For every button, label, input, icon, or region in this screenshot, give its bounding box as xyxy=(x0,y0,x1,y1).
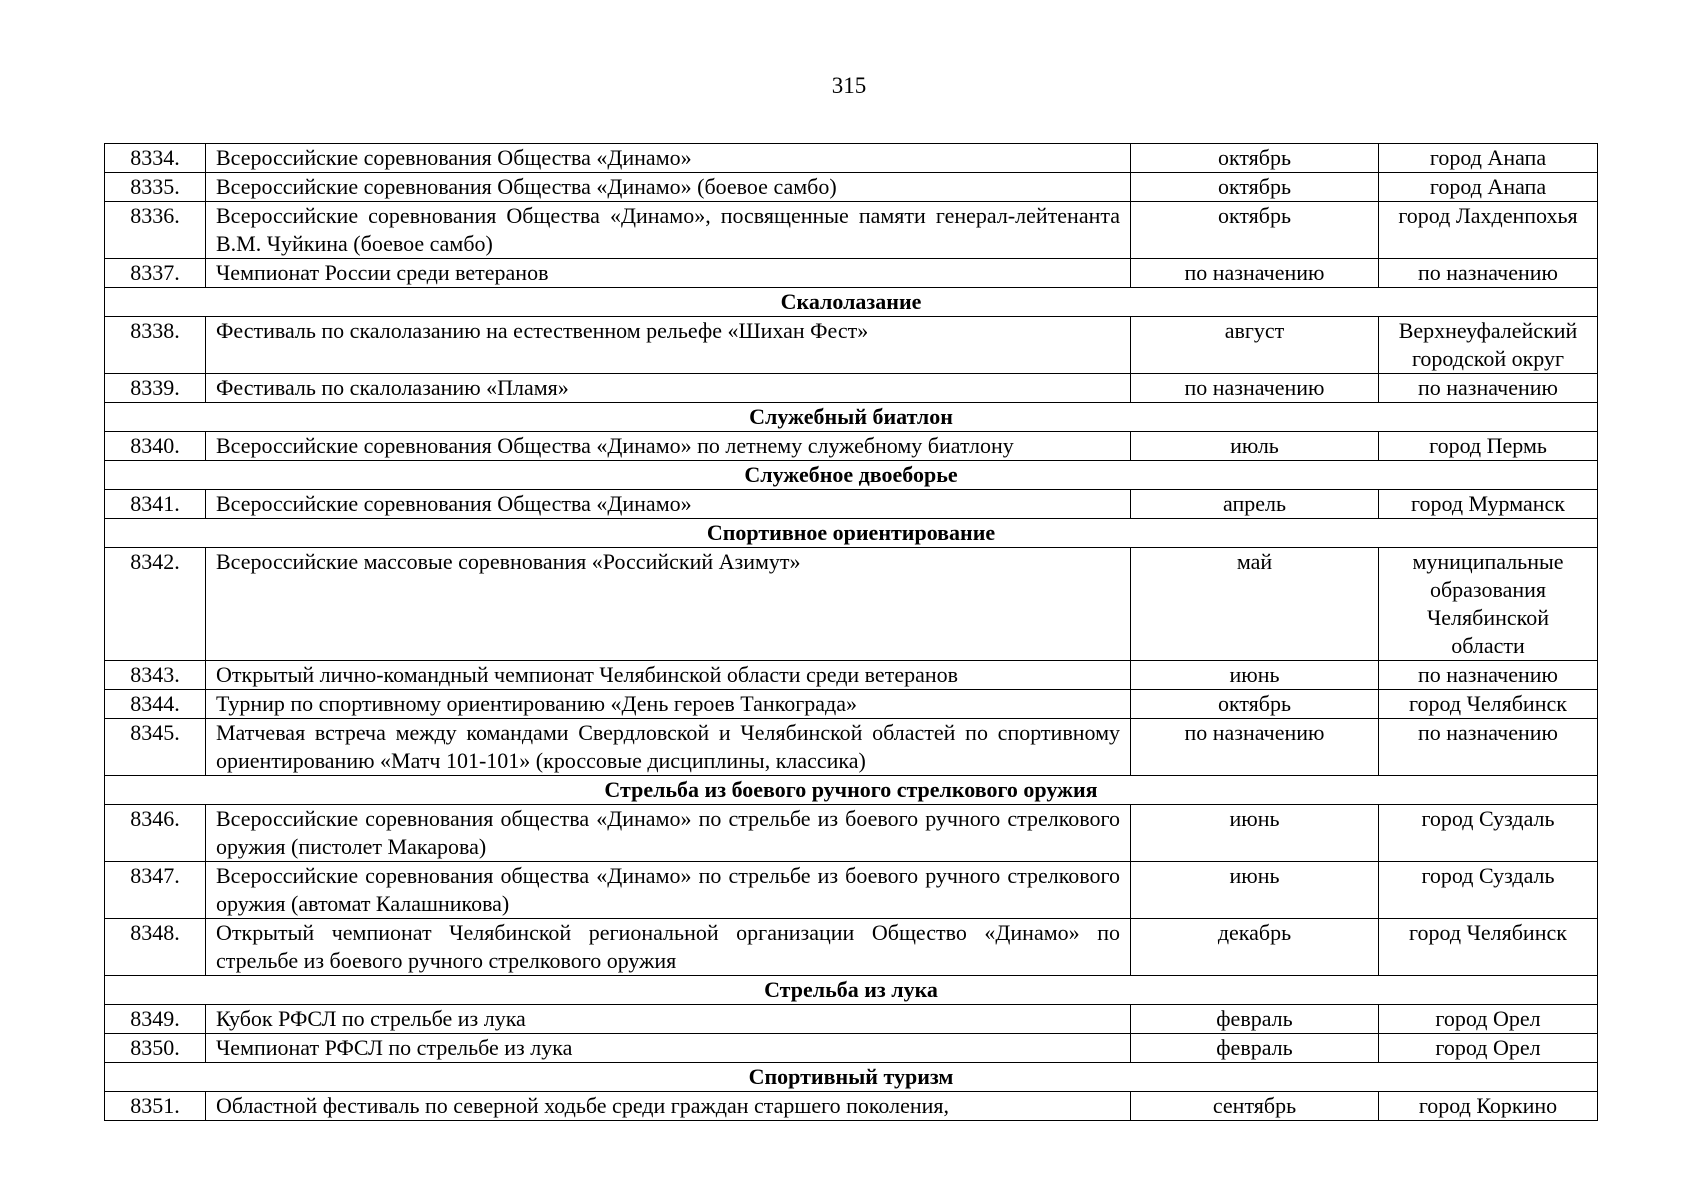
event-name: Всероссийские соревнования общества «Динамо» по стрельбе из боевого ручного стрелкового оружия (автомат Калашникова) xyxy=(206,862,1131,919)
section-title: Спортивное ориентирование xyxy=(105,519,1598,548)
event-date: июнь xyxy=(1131,661,1379,690)
event-name: Фестиваль по скалолазанию «Пламя» xyxy=(206,374,1131,403)
event-number: 8351. xyxy=(105,1092,206,1121)
event-number: 8335. xyxy=(105,173,206,202)
event-number: 8343. xyxy=(105,661,206,690)
event-date: декабрь xyxy=(1131,919,1379,976)
section-header-row xyxy=(105,288,1598,317)
event-name: Всероссийские соревнования Общества «Динамо» xyxy=(206,144,1131,173)
event-date: июль xyxy=(1131,432,1379,461)
event-place: город Коркино xyxy=(1379,1092,1598,1121)
event-row xyxy=(105,1034,1598,1063)
event-row xyxy=(105,374,1598,403)
event-number: 8340. xyxy=(105,432,206,461)
event-number: 8339. xyxy=(105,374,206,403)
event-number: 8350. xyxy=(105,1034,206,1063)
event-date: по назначению xyxy=(1131,719,1379,776)
event-place: город Орел xyxy=(1379,1034,1598,1063)
section-header-row xyxy=(105,1063,1598,1092)
event-date: по назначению xyxy=(1131,374,1379,403)
events-table xyxy=(104,143,1598,1121)
event-date: июнь xyxy=(1131,862,1379,919)
event-place: муниципальные образования Челябинской области xyxy=(1379,548,1598,661)
event-row xyxy=(105,548,1598,661)
event-row xyxy=(105,661,1598,690)
event-place: по назначению xyxy=(1379,661,1598,690)
event-row xyxy=(105,259,1598,288)
event-date: май xyxy=(1131,548,1379,661)
event-place: город Лахденпохья xyxy=(1379,202,1598,259)
section-title: Служебное двоеборье xyxy=(105,461,1598,490)
event-row xyxy=(105,862,1598,919)
event-row xyxy=(105,202,1598,259)
event-place: по назначению xyxy=(1379,259,1598,288)
event-place: Верхнеуфалейский городской округ xyxy=(1379,317,1598,374)
event-name: Всероссийские соревнования Общества «Динамо» xyxy=(206,490,1131,519)
section-header-row xyxy=(105,403,1598,432)
event-place: город Челябинск xyxy=(1379,919,1598,976)
event-name: Кубок РФСЛ по стрельбе из лука xyxy=(206,1005,1131,1034)
section-header-row xyxy=(105,776,1598,805)
event-name: Матчевая встреча между командами Свердловской и Челябинской областей по спортивному ориентированию «Матч 101-101» (кроссовые дисциплины, классика) xyxy=(206,719,1131,776)
event-number: 8341. xyxy=(105,490,206,519)
event-date: июнь xyxy=(1131,805,1379,862)
event-date: по назначению xyxy=(1131,259,1379,288)
event-name: Всероссийские соревнования общества «Динамо» по стрельбе из боевого ручного стрелкового оружия (пистолет Макарова) xyxy=(206,805,1131,862)
event-row xyxy=(105,719,1598,776)
event-place: город Мурманск xyxy=(1379,490,1598,519)
event-number: 8336. xyxy=(105,202,206,259)
event-date: октябрь xyxy=(1131,202,1379,259)
section-title: Стрельба из боевого ручного стрелкового оружия xyxy=(105,776,1598,805)
event-date: февраль xyxy=(1131,1005,1379,1034)
event-place: по назначению xyxy=(1379,719,1598,776)
event-place: по назначению xyxy=(1379,374,1598,403)
event-number: 8347. xyxy=(105,862,206,919)
event-row xyxy=(105,919,1598,976)
event-name: Всероссийские массовые соревнования «Российский Азимут» xyxy=(206,548,1131,661)
event-number: 8348. xyxy=(105,919,206,976)
event-place: город Анапа xyxy=(1379,173,1598,202)
event-date: сентябрь xyxy=(1131,1092,1379,1121)
event-date: октябрь xyxy=(1131,173,1379,202)
section-title: Спортивный туризм xyxy=(105,1063,1598,1092)
event-row xyxy=(105,805,1598,862)
event-row xyxy=(105,490,1598,519)
event-number: 8344. xyxy=(105,690,206,719)
section-title: Служебный биатлон xyxy=(105,403,1598,432)
event-row xyxy=(105,317,1598,374)
event-name: Чемпионат РФСЛ по стрельбе из лука xyxy=(206,1034,1131,1063)
event-name: Турнир по спортивному ориентированию «День героев Танкограда» xyxy=(206,690,1131,719)
event-name: Всероссийские соревнования Общества «Динамо» (боевое самбо) xyxy=(206,173,1131,202)
event-row xyxy=(105,690,1598,719)
section-title: Скалолазание xyxy=(105,288,1598,317)
event-date: апрель xyxy=(1131,490,1379,519)
event-date: октябрь xyxy=(1131,144,1379,173)
page-number: 315 xyxy=(831,73,867,98)
event-row xyxy=(105,144,1598,173)
event-number: 8346. xyxy=(105,805,206,862)
event-number: 8342. xyxy=(105,548,206,661)
event-number: 8338. xyxy=(105,317,206,374)
event-name: Открытый лично-командный чемпионат Челябинской области среди ветеранов xyxy=(206,661,1131,690)
event-row xyxy=(105,1005,1598,1034)
event-row xyxy=(105,432,1598,461)
section-title: Стрельба из лука xyxy=(105,976,1598,1005)
event-place: город Челябинск xyxy=(1379,690,1598,719)
event-number: 8334. xyxy=(105,144,206,173)
event-name: Открытый чемпионат Челябинской региональной организации Общество «Динамо» по стрельбе из боевого ручного стрелкового оружия xyxy=(206,919,1131,976)
event-row xyxy=(105,173,1598,202)
section-header-row xyxy=(105,519,1598,548)
event-number: 8337. xyxy=(105,259,206,288)
event-number: 8349. xyxy=(105,1005,206,1034)
event-name: Чемпионат России среди ветеранов xyxy=(206,259,1131,288)
event-name: Фестиваль по скалолазанию на естественном рельефе «Шихан Фест» xyxy=(206,317,1131,374)
event-date: октябрь xyxy=(1131,690,1379,719)
event-place: город Анапа xyxy=(1379,144,1598,173)
section-header-row xyxy=(105,461,1598,490)
event-date: февраль xyxy=(1131,1034,1379,1063)
event-date: август xyxy=(1131,317,1379,374)
event-name: Всероссийские соревнования Общества «Динамо», посвященные памяти генерал-лейтенанта В.М. Чуйкина (боевое самбо) xyxy=(206,202,1131,259)
event-row xyxy=(105,1092,1598,1121)
event-number: 8345. xyxy=(105,719,206,776)
event-place: город Пермь xyxy=(1379,432,1598,461)
event-place: город Суздаль xyxy=(1379,805,1598,862)
event-place: город Суздаль xyxy=(1379,862,1598,919)
events-table-body xyxy=(105,144,1598,1121)
event-name: Областной фестиваль по северной ходьбе среди граждан старшего поколения, xyxy=(206,1092,1131,1121)
event-name: Всероссийские соревнования Общества «Динамо» по летнему служебному биатлону xyxy=(206,432,1131,461)
section-header-row xyxy=(105,976,1598,1005)
event-place: город Орел xyxy=(1379,1005,1598,1034)
